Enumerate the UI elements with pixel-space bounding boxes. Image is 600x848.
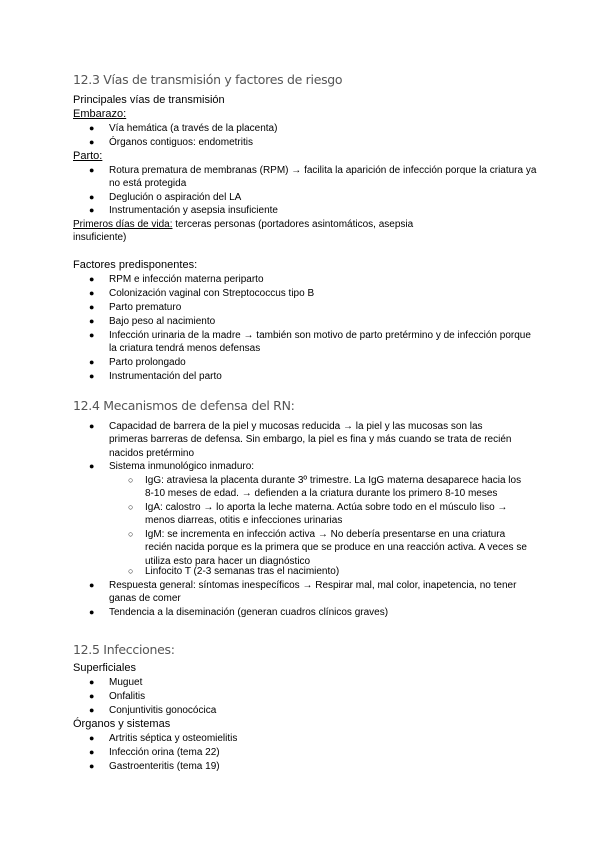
- section-heading-12-4: 12.4 Mecanismos de defensa del RN:: [73, 398, 295, 413]
- bullet-icon: ●: [89, 677, 95, 687]
- list-item: Gastroenteritis (tema 19): [109, 761, 220, 772]
- circle-bullet-icon: ○: [128, 566, 134, 576]
- list-item: Sistema inmunológico inmaduro:: [109, 461, 255, 472]
- list-item: Respuesta general: síntomas inespecíficos → Respirar mal, mal color, inapetencia, no tener ganas de comer: [109, 580, 517, 605]
- bullet-icon: ●: [89, 580, 95, 590]
- sub-list-item: IgA: calostro → lo aporta la leche materna. Actúa sobre todo en el músculo liso → menos diarreas, otitis e infecciones urinarias: [145, 502, 508, 527]
- bullet-icon: ●: [89, 371, 95, 381]
- primeros-dias-text: terceras personas (portadores asintomáticos, asepsia insuficiente): [73, 219, 414, 244]
- list-item: Parto prematuro: [109, 302, 182, 313]
- label-factores: Factores predisponentes:: [73, 259, 198, 271]
- list-item: Artritis séptica y osteomielitis: [109, 733, 238, 744]
- bullet-icon: ●: [89, 330, 95, 340]
- bullet-icon: ●: [89, 192, 95, 202]
- circle-bullet-icon: ○: [128, 529, 134, 539]
- list-item: Capacidad de barrera de la piel y mucosas reducida → la piel y las mucosas son las primeras barreras de defensa. Sin embargo, la piel es fina y más cuando se trata de recién nacidos pretérmino: [109, 421, 512, 459]
- label-superficiales: Superficiales: [73, 662, 136, 674]
- bullet-icon: ●: [89, 165, 95, 175]
- list-item: Instrumentación y asepsia insuficiente: [109, 205, 278, 216]
- bullet-icon: ●: [89, 357, 95, 367]
- list-item: Colonización vaginal con Streptococcus tipo B: [109, 288, 315, 299]
- bullet-icon: ●: [89, 123, 95, 133]
- circle-bullet-icon: ○: [128, 475, 134, 485]
- list-item: Infección urinaria de la madre → también son motivo de parto pretérmino y de infección porque la criatura tendrá menos defensas: [109, 330, 531, 355]
- list-item: Bajo peso al nacimiento: [109, 316, 216, 327]
- list-item: Deglución o aspiración del LA: [109, 192, 242, 203]
- list-item: RPM e infección materna periparto: [109, 274, 264, 285]
- label-organos: Órganos y sistemas: [73, 718, 171, 730]
- label-primeros-dias: Primeros días de vida:: [73, 219, 173, 230]
- bullet-icon: ●: [89, 733, 95, 743]
- circle-bullet-icon: ○: [128, 502, 134, 512]
- section-heading-12-5: 12.5 Infecciones:: [73, 642, 175, 657]
- list-item: Rotura prematura de membranas (RPM) → facilita la aparición de infección porque la criatura ya no está protegida: [109, 165, 537, 190]
- bullet-icon: ●: [89, 747, 95, 757]
- list-item: Instrumentación del parto: [109, 371, 222, 382]
- list-item: Tendencia a la diseminación (generan cuadros clínicos graves): [109, 607, 389, 618]
- list-item: Conjuntivitis gonocócica: [109, 705, 217, 716]
- list-item: Infección orina (tema 22): [109, 747, 220, 758]
- bullet-icon: ●: [89, 607, 95, 617]
- sub-list-item: IgG: atraviesa la placenta durante 3º trimestre. La IgG materna desaparece hacia los 8-10 meses de edad. → defienden a la criatura durante los primero 8-10 meses: [145, 475, 522, 500]
- primeros-dias-paragraph: [73, 218, 443, 245]
- bullet-icon: ●: [89, 137, 95, 147]
- bullet-icon: ●: [89, 461, 95, 471]
- section-heading-12-3: 12.3 Vías de transmisión y factores de riesgo: [73, 72, 343, 87]
- label-embarazo: Embarazo:: [73, 108, 127, 120]
- bullet-icon: ●: [89, 205, 95, 215]
- bullet-icon: ●: [89, 705, 95, 715]
- bullet-icon: ●: [89, 302, 95, 312]
- list-item: Muguet: [109, 677, 143, 688]
- list-item: Onfalitis: [109, 691, 146, 702]
- bullet-icon: ●: [89, 316, 95, 326]
- bullet-icon: ●: [89, 274, 95, 284]
- bullet-icon: ●: [89, 288, 95, 298]
- list-item: Parto prolongado: [109, 357, 186, 368]
- bullet-icon: ●: [89, 421, 95, 431]
- bullet-icon: ●: [89, 761, 95, 771]
- sub-list-item: Linfocito T (2-3 semanas tras el nacimiento): [145, 566, 340, 577]
- sub-list-item: IgM: se incrementa en infección activa → No debería presentarse en una criatura recién nacida porque es la primera que se produce en una reacción activa. A veces se utiliza esto para hacer un diagnóstico: [145, 529, 527, 567]
- subheading-vias: Principales vías de transmisión: [73, 94, 225, 106]
- list-item: Órganos contiguos: endometritis: [109, 137, 253, 148]
- bullet-icon: ●: [89, 691, 95, 701]
- label-parto: Parto:: [73, 150, 103, 162]
- list-item: Vía hemática (a través de la placenta): [109, 123, 278, 134]
